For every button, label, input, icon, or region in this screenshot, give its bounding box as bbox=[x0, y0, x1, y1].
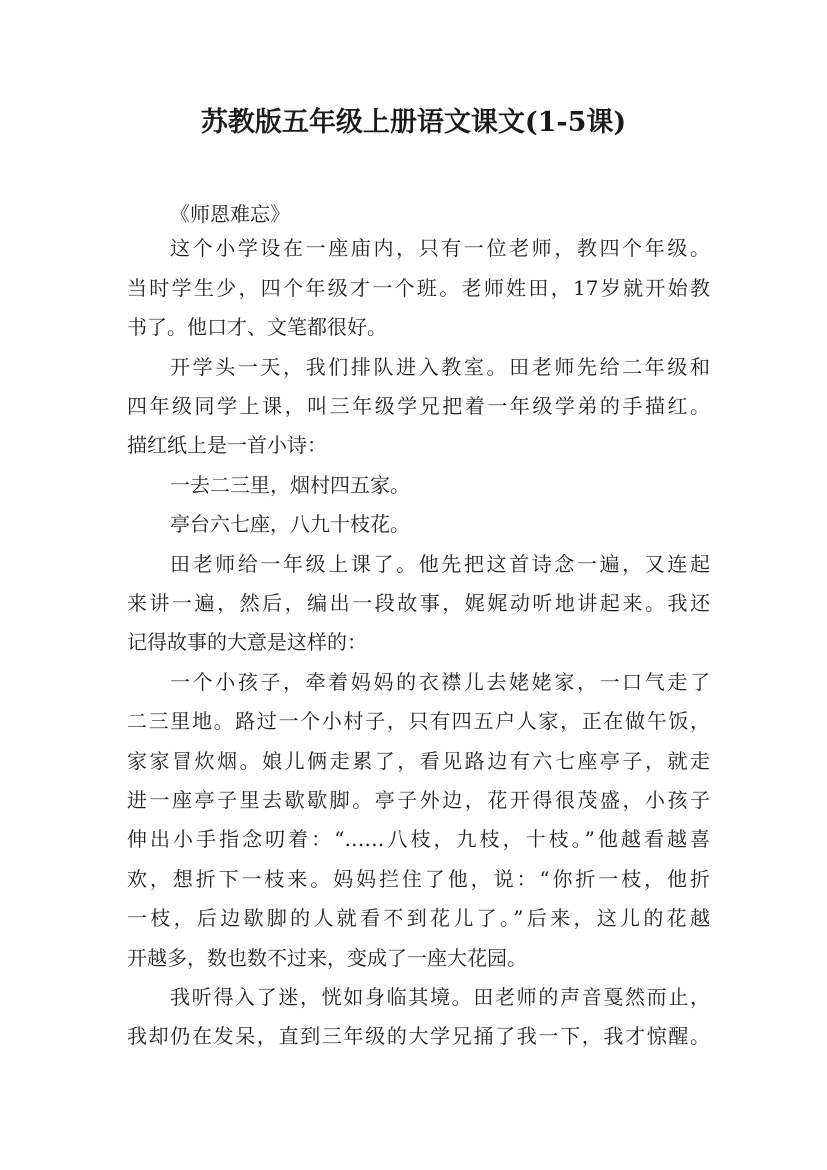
poem-line: 亭台六七座，八九十枝花。 bbox=[170, 512, 410, 536]
poem-line: 一去二三里，烟村四五家。 bbox=[170, 473, 410, 497]
text-line: 进一座亭子里去歇歇脚。亭子外边，花开得很茂盛，小孩子 bbox=[127, 788, 710, 812]
lesson-heading: 《师恩难忘》 bbox=[170, 202, 290, 226]
text-line: 这个小学设在一座庙内，只有一位老师，教四个年级。 bbox=[170, 236, 710, 260]
text-line: 我听得入了迷，恍如身临其境。田老师的声音戛然而止， bbox=[170, 985, 710, 1009]
text-line: 记得故事的大意是这样的： bbox=[127, 630, 367, 654]
text-line: 开学头一天，我们排队进入教室。田老师先给二年级和 bbox=[170, 355, 710, 379]
text-line: 田老师给一年级上课了。他先把这首诗念一遍，又连起 bbox=[170, 552, 710, 576]
text-line: 开越多，数也数不过来，变成了一座大花园。 bbox=[127, 946, 527, 970]
document-title: 苏教版五年级上册语文课文(1-5课) bbox=[200, 107, 627, 138]
text-line: 伸出小手指念叨着：“……八枝，九枝，十枝。”他越看越喜 bbox=[127, 827, 710, 851]
text-line: 家家冒炊烟。娘儿俩走累了，看见路边有六七座亭子，就走 bbox=[127, 749, 710, 773]
text-line: 一枝，后边歇脚的人就看不到花儿了。”后来，这儿的花越 bbox=[127, 906, 710, 930]
text-line: 我却仍在发呆，直到三年级的大学兄捅了我一下，我才惊醒。 bbox=[127, 1024, 710, 1048]
text-line: 来讲一遍，然后，编出一段故事，娓娓动听地讲起来。我还 bbox=[127, 591, 710, 615]
text-line: 描红纸上是一首小诗： bbox=[127, 433, 327, 457]
text-line: 欢，想折下一枝来。妈妈拦住了他，说：“你折一枝，他折 bbox=[127, 867, 710, 891]
text-line: 当时学生少，四个年级才一个班。老师姓田，17岁就开始教 bbox=[127, 276, 710, 300]
text-line: 一个小孩子，牵着妈妈的衣襟儿去姥姥家，一口气走了 bbox=[170, 670, 710, 694]
text-line: 书了。他口才、文笔都很好。 bbox=[127, 315, 387, 339]
text-line: 二三里地。路过一个小村子，只有四五户人家，正在做午饭， bbox=[127, 709, 710, 733]
text-line: 四年级同学上课，叫三年级学兄把着一年级学弟的手描红。 bbox=[127, 394, 710, 418]
